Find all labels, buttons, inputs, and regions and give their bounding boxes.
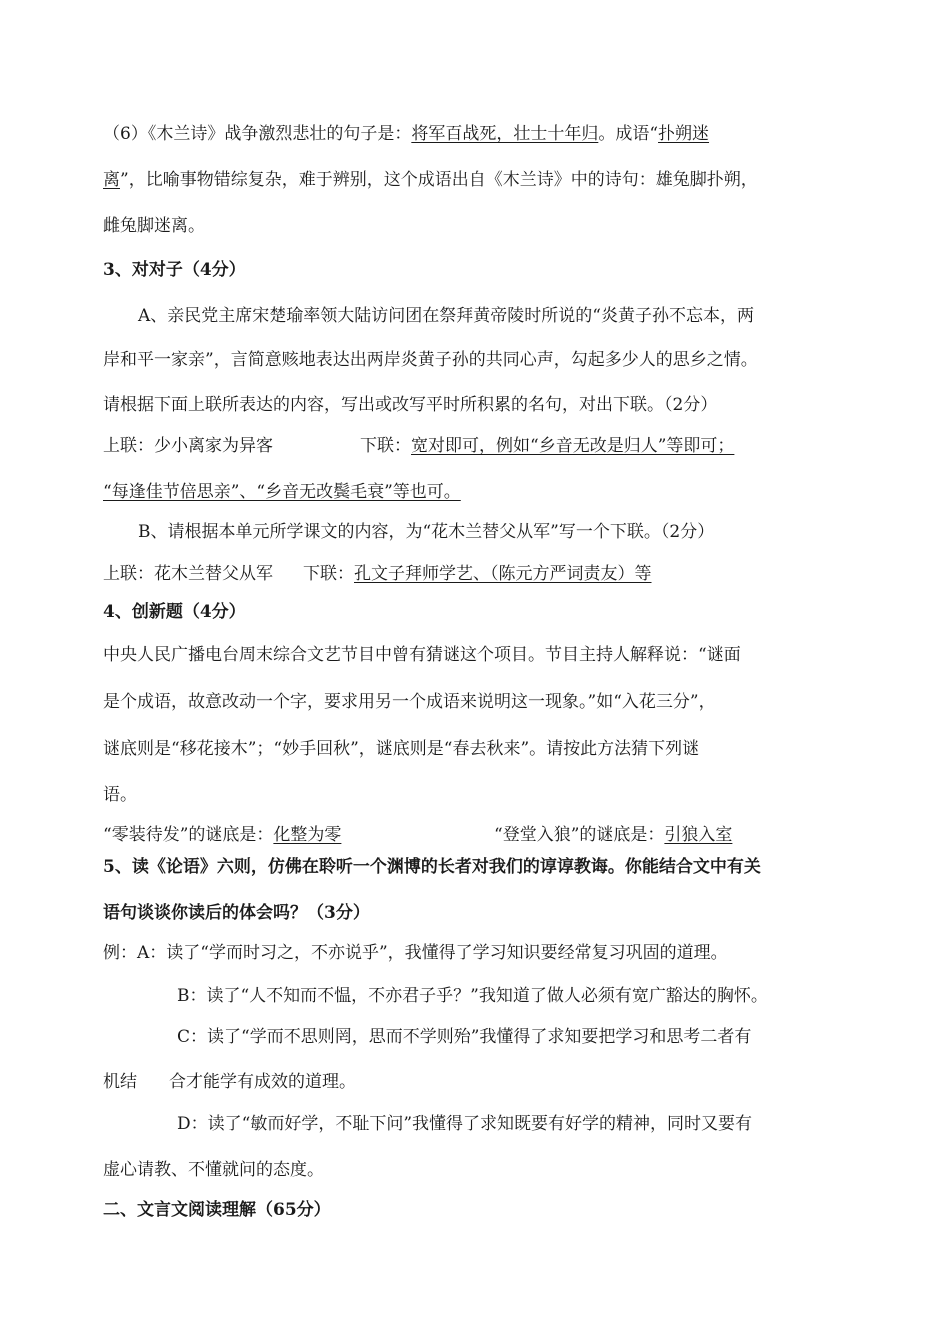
q3-b-line-1: B、请根据本单元所学课文的内容，为“花木兰替父从军”写一个下联。（2分） — [138, 522, 715, 542]
q5-example-a: 例：A：读了“学而时习之，不亦说乎”，我懂得了学习知识要经常复习巩固的道理。 — [103, 943, 728, 963]
q6-idiom-answer: 扑朔迷 — [658, 124, 710, 144]
q6-text: ”，比喻事物错综复杂，难于辨别，这个成语出自《木兰诗》中的诗句：雄兔脚扑朔， — [120, 170, 758, 190]
q3-a-line-2: 岸和平一家亲”，言简意赅地表达出两岸炎黄子孙的共同心声，勾起多少人的思乡之情。 — [103, 350, 758, 370]
q5-example-b: B：读了“人不知而不愠，不亦君子乎？”我知道了做人必须有宽广豁达的胸怀。 — [177, 986, 768, 1006]
q6-line-3: 雌兔脚迷离。 — [103, 216, 205, 236]
q5-heading-line-1: 5、读《论语》六则，仿佛在聆听一个渊博的长者对我们的谆谆教诲。你能结合文中有关 — [103, 857, 761, 877]
q6-answer: 将军百战死，壮士十年归 — [411, 124, 599, 144]
q3-b-lower-answer: 孔文子拜师学艺、（陈元方严词责友）等 — [354, 564, 652, 584]
q3-a-lower-answer-2: “每逢佳节倍思亲”、“乡音无改鬓毛衰”等也可。 — [103, 482, 461, 502]
q6-line-2 — [103, 168, 758, 192]
q3-a-line-1: A、亲民党主席宋楚瑜率领大陆访问团在祭拜黄帝陵时所说的“炎黄子孙不忘本，两 — [138, 306, 754, 326]
q4-riddle-2-label: “登堂入狼”的谜底是： — [494, 825, 665, 845]
q4-line-3: 谜底则是“移花接木”；“妙手回秋”，谜底则是“春去秋来”。请按此方法猜下列谜 — [103, 739, 700, 759]
q5-example-c-text: 机结 — [103, 1072, 137, 1092]
q3-b-lower-label: 下联： — [303, 564, 354, 584]
q3-a-upper: 上联：少小离家为异客 — [103, 436, 273, 456]
q4-line-4: 语。 — [103, 785, 137, 805]
q4-riddle-1-label: “零装待发”的谜底是： — [103, 825, 274, 845]
q3-heading: 3、对对子（4分） — [103, 260, 246, 280]
q3-a-lower — [360, 434, 734, 458]
q4-heading: 4、创新题（4分） — [103, 602, 246, 622]
q4-riddle-2 — [494, 823, 732, 847]
q5-example-c-text: 合才能学有成效的道理。 — [169, 1072, 356, 1092]
q4-line-1: 中央人民广播电台周末综合文艺节目中曾有猜谜这个项目。节目主持人解释说：“谜面 — [103, 645, 741, 665]
q5-example-d-line-2: 虚心请教、不懂就问的态度。 — [103, 1160, 324, 1180]
q4-riddle-1-answer: 化整为零 — [273, 825, 342, 845]
q3-a-line-3: 请根据下面上联所表达的内容，写出或改写平时所积累的名句，对出下联。（2分） — [103, 395, 718, 415]
q6-text: （6）《木兰诗》战争激烈悲壮的句子是： — [103, 124, 412, 144]
q3-b-couplet — [103, 562, 652, 586]
q6-idiom-answer: 离 — [103, 170, 120, 190]
q3-b-upper: 上联：花木兰替父从军 — [103, 564, 273, 584]
q6-line-1 — [103, 122, 709, 146]
q5-example-c-line-1: C：读了“学而不思则罔，思而不学则殆”我懂得了求知要把学习和思考二者有 — [177, 1027, 752, 1047]
q6-text: 。成语“ — [598, 124, 659, 144]
q3-a-lower-answer: 宽对即可，例如“乡音无改是归人”等即可； — [411, 436, 735, 456]
q4-riddle-1 — [103, 823, 383, 847]
q4-line-2: 是个成语，故意改动一个字，要求用另一个成语来说明这一现象。”如“入花三分”， — [103, 692, 716, 712]
q4-riddle-2-answer: 引狼入室 — [664, 825, 733, 845]
q3-a-lower-label: 下联： — [360, 436, 411, 456]
section-2-heading: 二、文言文阅读理解（65分） — [103, 1200, 331, 1220]
q5-heading-line-2: 语句谈谈你读后的体会吗？（3分） — [103, 903, 370, 923]
q5-example-c-line-2 — [103, 1070, 356, 1094]
q5-example-d-line-1: D：读了“敏而好学，不耻下问”我懂得了求知既要有好学的精神，同时又要有 — [177, 1114, 753, 1134]
